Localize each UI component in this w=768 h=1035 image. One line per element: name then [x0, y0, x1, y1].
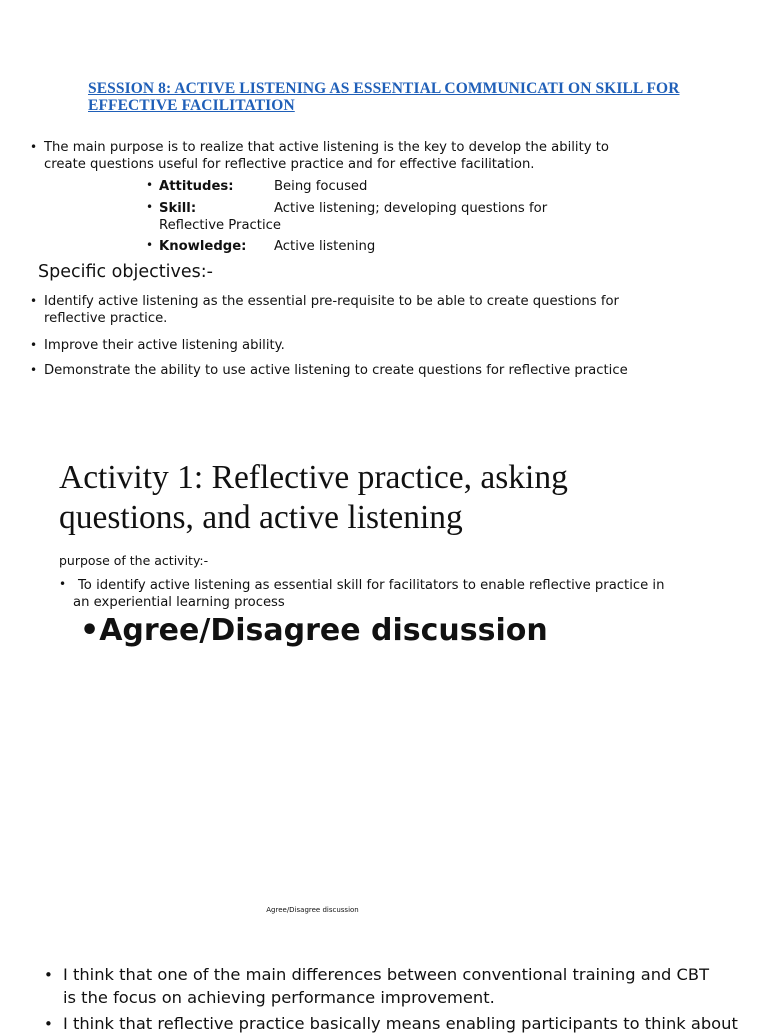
bullet-statement-1: •: [44, 966, 53, 984]
activity-purpose-item: To identify active listening as essential skill for facilitators to enable reflective practice in an experiential learning process: [73, 578, 665, 610]
agree-disagree-heading: [80, 613, 548, 648]
bullet-skill: •: [146, 200, 154, 214]
statement-1: I think that one of the main differences between conventional training and CBT is the focus on achieving performance improvement.: [63, 965, 710, 1007]
knowledge-label: Knowledge:: [159, 239, 247, 254]
skill-value: Active listening; developing questions for: [274, 201, 548, 216]
statement-2: I think that reflective practice basically means enabling participants to think about: [63, 1014, 738, 1033]
attitudes-label: Attitudes:: [159, 179, 234, 194]
objective-2: Improve their active listening ability.: [44, 338, 285, 353]
session-title[interactable]: SESSION 8: ACTIVE LISTENING AS ESSENTIAL COMMUNICATI ON SKILL FOR EFFECTIVE FACILITATION: [88, 80, 680, 114]
agree-heading-bullet: •: [80, 613, 100, 648]
bullet-objective-1: •: [30, 294, 38, 308]
bullet-objective-3: •: [30, 363, 38, 377]
purpose-text: The main purpose is to realize that active listening is the key to develop the ability to create questions useful for reflective practice and for effective facilitation.: [44, 140, 609, 172]
bullet-knowledge: •: [146, 238, 154, 252]
activity-purpose-label: purpose of the activity:-: [59, 553, 209, 568]
bullet-purpose: •: [30, 140, 38, 154]
bullet-attitudes: •: [146, 178, 154, 192]
activity-heading: Activity 1: Reflective practice, asking questions, and active listening: [59, 459, 568, 536]
skill-value-continued: Reflective Practice: [159, 218, 281, 233]
bullet-activity-purpose: •: [59, 577, 67, 591]
attitudes-value: Being focused: [274, 179, 368, 194]
agree-heading-text: Agree/Disagree discussion: [99, 613, 548, 648]
agree-disagree-caption: Agree/Disagree discussion: [266, 906, 359, 914]
bullet-objective-2: •: [30, 338, 38, 352]
specific-objectives-heading: Specific objectives:-: [38, 262, 213, 282]
skill-label: Skill:: [159, 201, 197, 216]
objective-1: Identify active listening as the essential pre-requisite to be able to create questions for reflective practice.: [44, 294, 619, 326]
knowledge-value: Active listening: [274, 239, 376, 254]
objective-3: Demonstrate the ability to use active listening to create questions for reflective practice: [44, 363, 628, 378]
bullet-statement-2: •: [44, 1015, 53, 1033]
